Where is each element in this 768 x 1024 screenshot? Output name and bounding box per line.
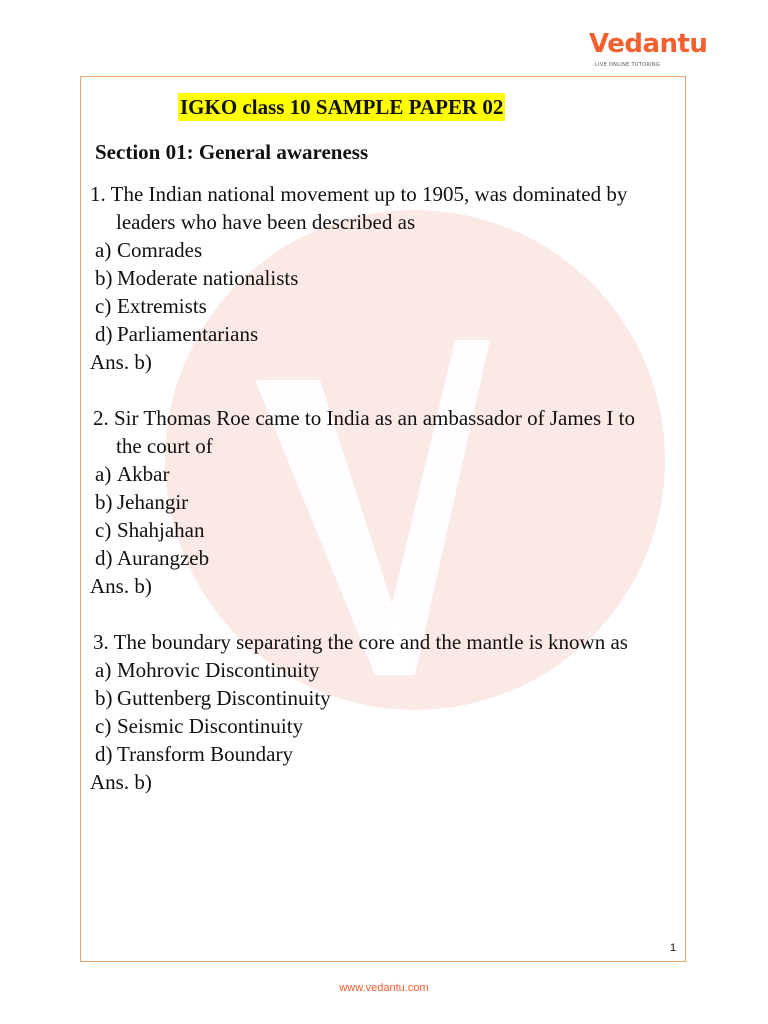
option-text: Aurangzeb [117,546,210,570]
option-letter: a) [95,238,112,262]
page-number: 1 [670,942,677,954]
question-stem-line: 2. Sir Thomas Roe came to India as an ambassador of James I to [93,406,635,430]
option-text: Shahjahan [117,518,205,542]
option-text: Parliamentarians [117,322,259,346]
section-heading: Section 01: General awareness [95,140,369,164]
option-text: Mohrovic Discontinuity [117,658,320,682]
footer-url-link[interactable]: www.vedantu.com [339,982,429,994]
option-letter: b) [95,490,113,514]
logo-tagline: LIVE ONLINE TUTORING [595,62,661,68]
option-text: Guttenberg Discontinuity [117,686,331,710]
option-letter: d) [95,322,113,346]
question-stem-line: leaders who have been described as [116,210,416,234]
option-letter: c) [95,518,112,542]
question-stem-line: 3. The boundary separating the core and the mantle is known as [93,630,628,654]
paper-title: IGKO class 10 SAMPLE PAPER 02 [180,95,504,119]
answer-line: Ans. b) [90,350,152,374]
question-stem-line: the court of [116,434,213,458]
option-letter: d) [95,546,113,570]
option-text: Extremists [117,294,207,318]
vedantu-logo [589,28,708,74]
answer-line: Ans. b) [90,770,152,794]
option-text: Transform Boundary [117,742,293,766]
option-letter: c) [95,714,112,738]
option-letter: a) [95,658,112,682]
option-letter: b) [95,266,113,290]
question-stem-line: 1. The Indian national movement up to 1905, was dominated by [90,182,628,206]
option-text: Comrades [117,238,203,262]
option-letter: c) [95,294,112,318]
logo-wordmark: Vedantu [589,29,708,59]
option-letter: a) [95,462,112,486]
option-text: Moderate nationalists [117,266,299,290]
option-letter: d) [95,742,113,766]
option-text: Jehangir [117,490,189,514]
answer-line: Ans. b) [90,574,152,598]
option-letter: b) [95,686,113,710]
option-text: Akbar [117,462,170,486]
option-text: Seismic Discontinuity [117,714,304,738]
